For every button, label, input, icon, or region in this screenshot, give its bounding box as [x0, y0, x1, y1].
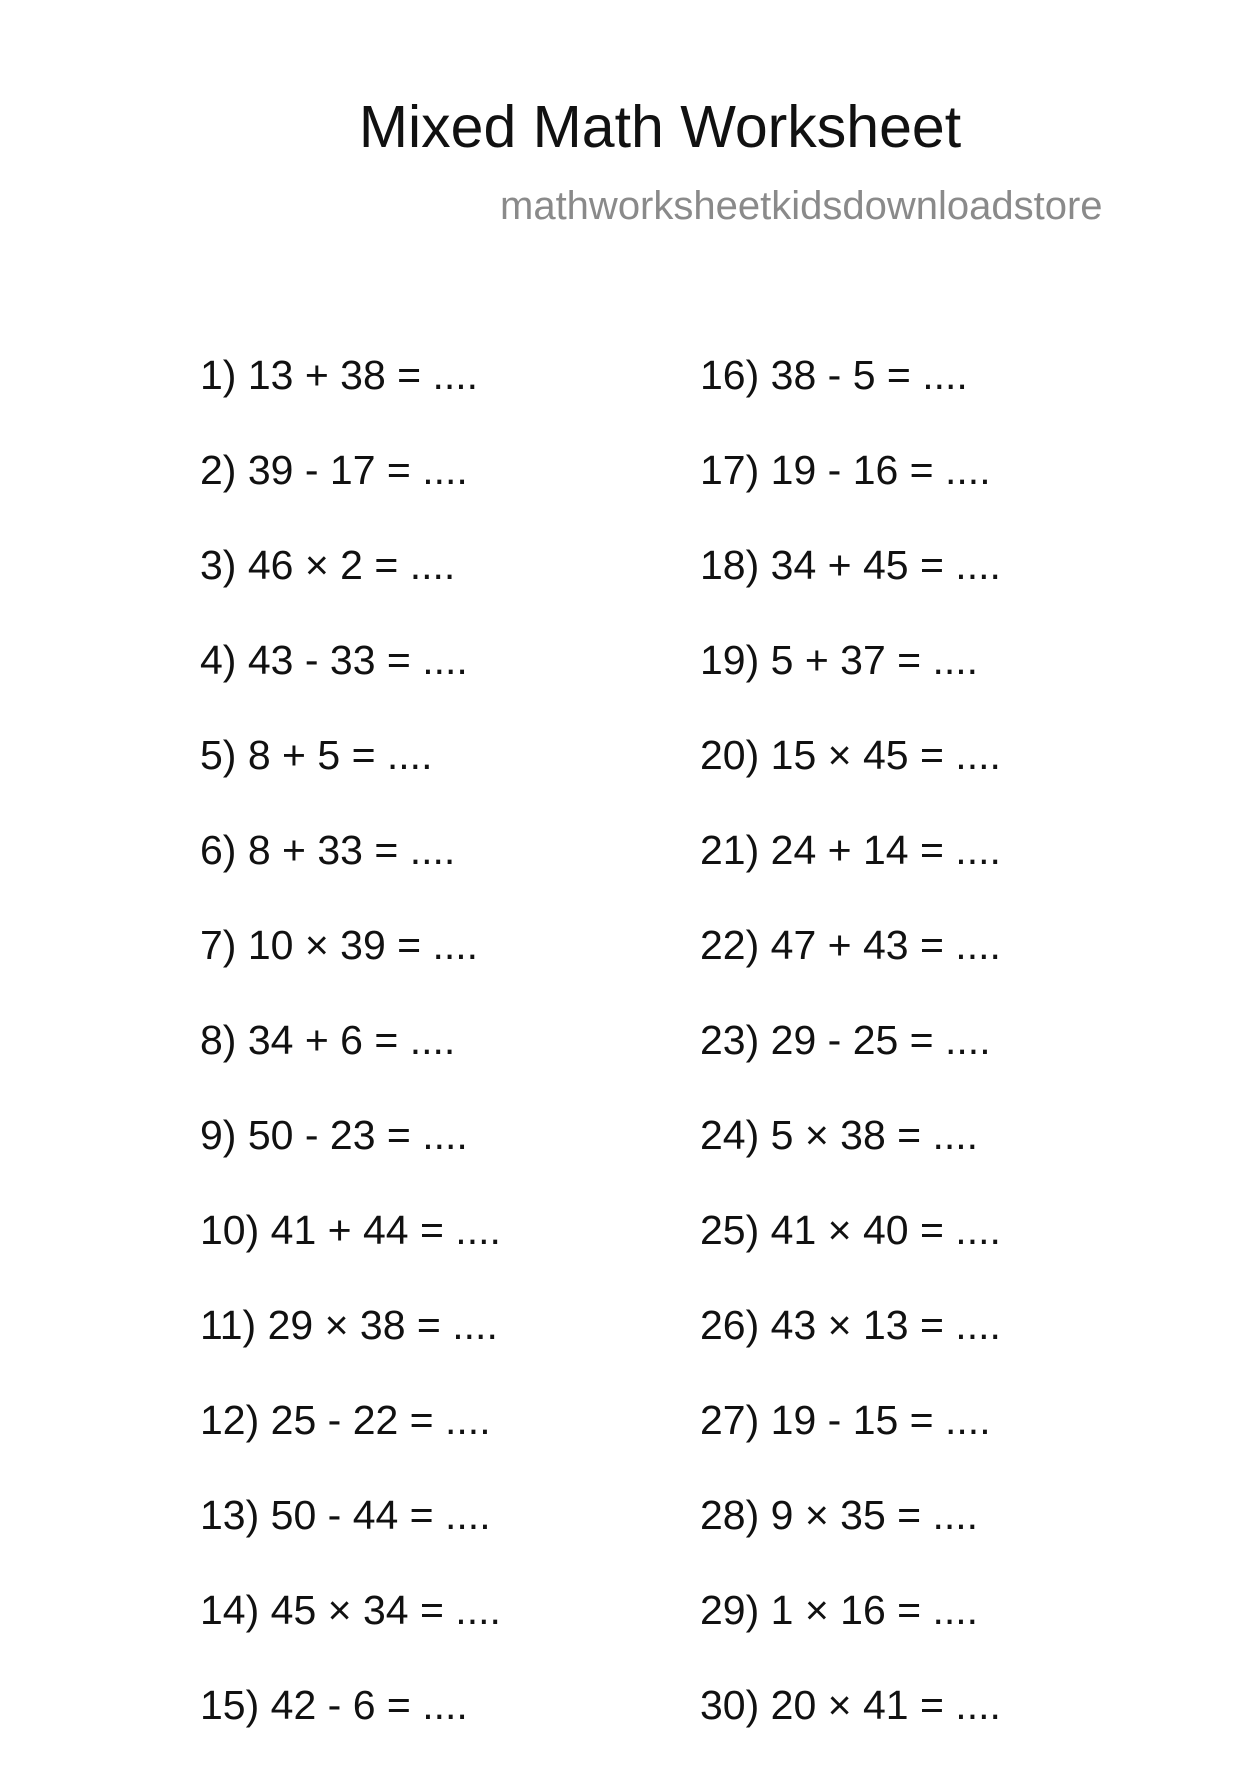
problem-23: 23) 29 - 25 = ....	[700, 1017, 991, 1063]
problem-19: 19) 5 + 37 = ....	[700, 637, 979, 683]
problem-27: 27) 19 - 15 = ....	[700, 1397, 991, 1443]
problem-column-right	[700, 350, 1001, 1775]
problem-15: 15) 42 - 6 = ....	[200, 1682, 468, 1728]
problem-16: 16) 38 - 5 = ....	[700, 352, 968, 398]
problem-20: 20) 15 × 45 = ....	[700, 732, 1001, 778]
problem-2: 2) 39 - 17 = ....	[200, 447, 468, 493]
problem-25: 25) 41 × 40 = ....	[700, 1207, 1001, 1253]
problem-3: 3) 46 × 2 = ....	[200, 542, 456, 588]
problem-30: 30) 20 × 41 = ....	[700, 1682, 1001, 1728]
problem-4: 4) 43 - 33 = ....	[200, 637, 468, 683]
source-watermark-text: mathworksheetkidsdownloadstore	[500, 184, 1103, 228]
problem-column-left	[200, 350, 501, 1775]
problem-12: 12) 25 - 22 = ....	[200, 1397, 491, 1443]
problem-28: 28) 9 × 35 = ....	[700, 1492, 979, 1538]
problem-18: 18) 34 + 45 = ....	[700, 542, 1001, 588]
problem-list	[200, 350, 1100, 1750]
problem-24: 24) 5 × 38 = ....	[700, 1112, 979, 1158]
problem-13: 13) 50 - 44 = ....	[200, 1492, 491, 1538]
problem-1: 1) 13 + 38 = ....	[200, 352, 479, 398]
problem-9: 9) 50 - 23 = ....	[200, 1112, 468, 1158]
problem-22: 22) 47 + 43 = ....	[700, 922, 1001, 968]
problem-6: 6) 8 + 33 = ....	[200, 827, 456, 873]
problem-29: 29) 1 × 16 = ....	[700, 1587, 979, 1633]
problem-8: 8) 34 + 6 = ....	[200, 1017, 456, 1063]
problem-11: 11) 29 × 38 = ....	[200, 1302, 498, 1348]
problem-14: 14) 45 × 34 = ....	[200, 1587, 501, 1633]
problem-7: 7) 10 × 39 = ....	[200, 922, 479, 968]
problem-17: 17) 19 - 16 = ....	[700, 447, 991, 493]
problem-10: 10) 41 + 44 = ....	[200, 1207, 501, 1253]
problem-26: 26) 43 × 13 = ....	[700, 1302, 1001, 1348]
problem-21: 21) 24 + 14 = ....	[700, 827, 1001, 873]
problem-5: 5) 8 + 5 = ....	[200, 732, 433, 778]
page-title: Mixed Math Worksheet	[358, 94, 962, 160]
